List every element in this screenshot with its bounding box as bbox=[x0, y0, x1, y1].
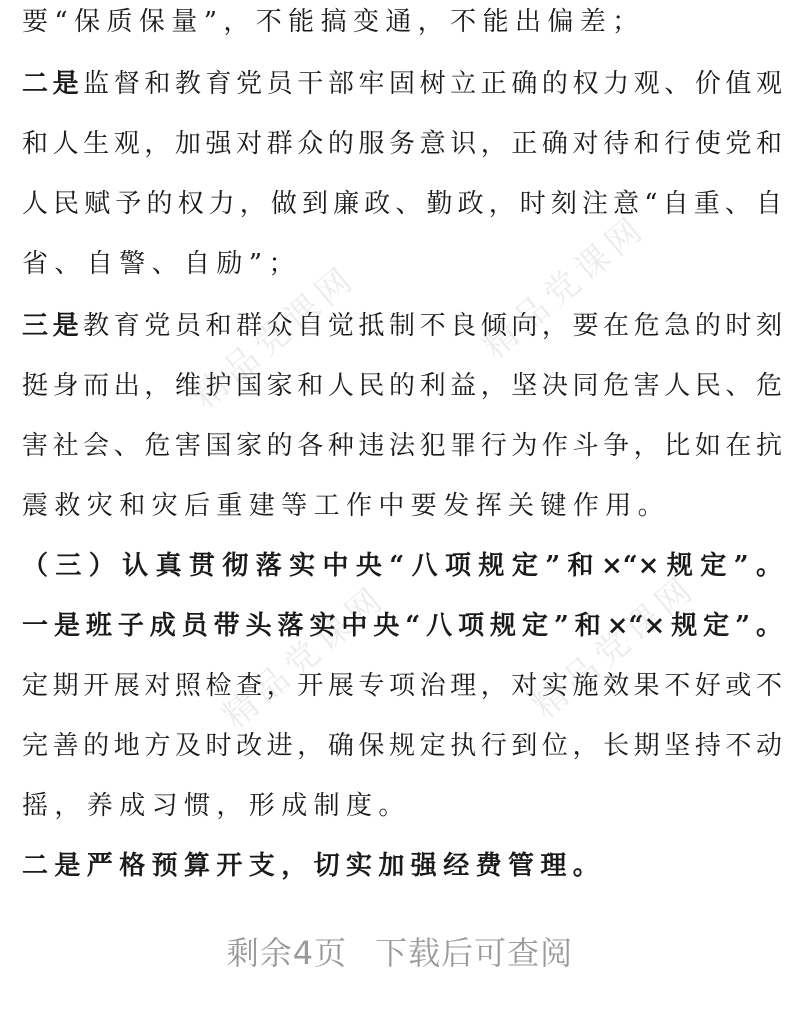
remaining-pages-label: 剩余4页 bbox=[226, 934, 348, 972]
paragraph-line: 三是教育党员和群众自觉抵制不良倾向，要在危急的时刻 bbox=[22, 311, 782, 341]
lead-phrase: 三是 bbox=[22, 311, 84, 341]
watermark: 精品党课网 bbox=[475, 207, 655, 367]
watermark: 精品党课网 bbox=[215, 577, 395, 737]
paragraph-line: 要“保质保量”，不能搞变通，不能出偏差； bbox=[22, 7, 645, 37]
subsection-heading: 二是严格预算开支，切实加强经费管理。 bbox=[22, 851, 606, 881]
paragraph-line: 二是监督和教育党员干部牢固树立正确的权力观、价值观 bbox=[22, 69, 782, 99]
paragraph-line: 害社会、危害国家的各种违法犯罪行为作斗争，比如在抗 bbox=[22, 431, 782, 461]
paragraph-line: 定期开展对照检查，开展专项治理，对实施效果不好或不 bbox=[22, 671, 782, 701]
paragraph-line: 和人生观，加强对群众的服务意识，正确对待和行使党和 bbox=[22, 129, 782, 159]
remaining-pages-notice[interactable] bbox=[0, 928, 800, 974]
paragraph-line: 省、自警、自励”； bbox=[22, 249, 301, 279]
watermark: 精品党课网 bbox=[185, 257, 365, 417]
paragraph-line: 完善的地方及时改进，确保规定执行到位，长期坚持不动 bbox=[22, 731, 782, 761]
section-heading: （三）认真贯彻落实中央“八项规定”和×“×规定”。 bbox=[22, 551, 782, 581]
download-to-view-label: 下载后可查阅 bbox=[375, 934, 574, 972]
paragraph-line: 挺身而出，维护国家和人民的利益，坚决同危害人民、危 bbox=[22, 371, 782, 401]
paragraph-line: 震救灾和灾后重建等工作中要发挥关键作用。 bbox=[22, 491, 671, 521]
watermark: 精品党课网 bbox=[525, 567, 705, 727]
lead-phrase: 二是 bbox=[22, 69, 84, 99]
paragraph-line: 人民赋予的权力，做到廉政、勤政，时刻注意“自重、自 bbox=[22, 189, 782, 219]
paragraph-line: 摇，养成习惯，形成制度。 bbox=[22, 791, 411, 821]
subsection-heading: 一是班子成员带头落实中央“八项规定”和×“×规定”。 bbox=[22, 611, 782, 641]
